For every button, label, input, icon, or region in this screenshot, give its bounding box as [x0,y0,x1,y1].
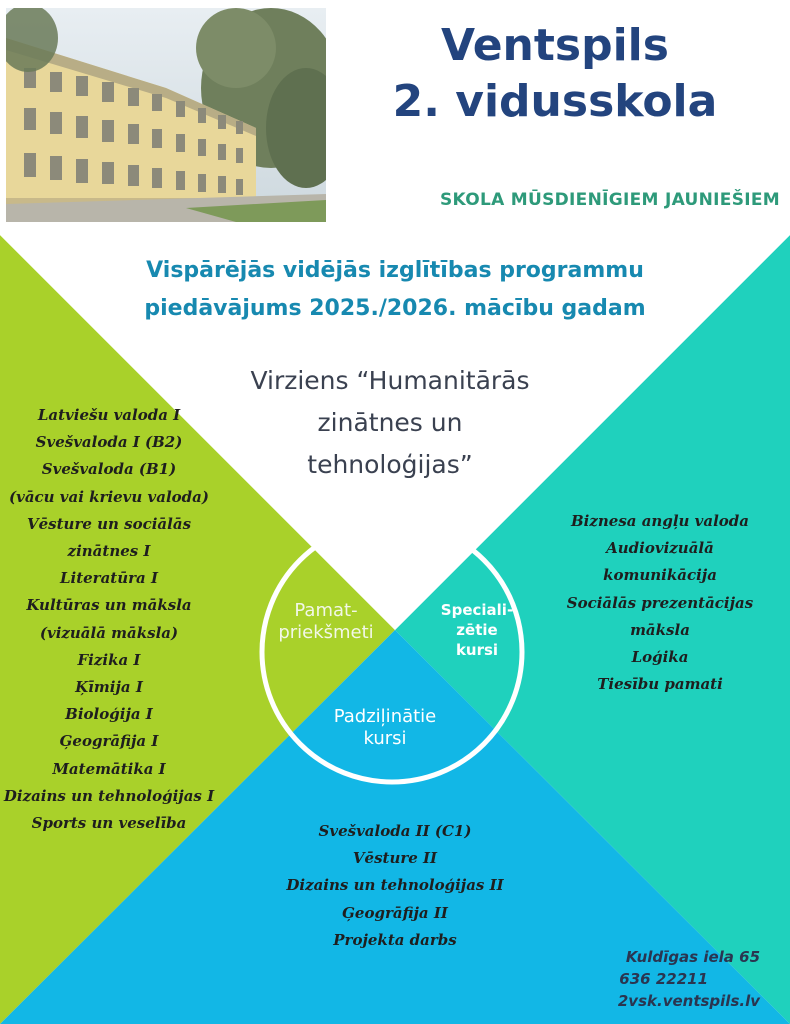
list-item: (vācu vai krievu valoda) [9,487,209,506]
list-item: Tiesību pamati [597,675,723,694]
school-name [330,18,780,130]
specialized-courses-list [555,508,765,698]
contact-website[interactable]: 2vsk.ventspils.lv [617,992,760,1010]
list-item: Sociālās prezentācijas [566,593,754,612]
list-item: Ģeogrāfija II [342,903,448,922]
direction-line3: tehnoloģijas” [307,450,473,479]
specialized-courses-label-line3: kursi [455,641,499,659]
basic-subjects-label-line1: Pamat- [294,600,358,621]
specialized-courses-label-line2: zētie [456,621,498,639]
advanced-courses-list [260,818,530,954]
list-item: zinātnes I [67,542,151,561]
direction-line1: Virziens “Humanitārās [250,366,530,395]
list-item: Biznesa angļu valoda [570,512,749,530]
list-item: Projekta darbs [333,930,457,949]
list-item: māksla [630,620,690,639]
specialized-courses-label [424,600,530,660]
school-name-line1: Ventspils [441,20,669,71]
list-item: Svešvaloda (B1) [41,460,177,479]
advanced-courses-label-line2: kursi [363,728,407,749]
program-heading-line1: Vispārējās vidējās izglītības programmu [146,258,644,283]
contact-info [560,946,760,1012]
school-building-photo [6,8,326,222]
list-item: Fizika I [77,650,141,669]
program-heading-line2: piedāvājums 2025./2026. mācību gadam [144,296,646,321]
basic-subjects-label [256,600,396,644]
list-item: Audiovizuālā [606,539,714,558]
list-item: Ķīmija I [75,678,143,697]
list-item: Kultūras un māksla [26,596,192,615]
school-name-line2: 2. vidusskola [392,76,718,127]
list-item: Svešvaloda II (C1) [318,822,472,840]
slogan: SKOLA MŪSDIENĪGIEM JAUNIEŠIEM [439,190,780,210]
list-item: Vēsture un sociālās [26,514,192,533]
list-item: Vēsture II [352,849,438,868]
advanced-courses-label [310,706,460,750]
basic-subjects-list [2,402,216,837]
list-item: Sports un veselība [31,814,187,833]
contact-address: Kuldīgas iela 65 [625,948,760,966]
list-item: Bioloģija I [65,705,153,724]
contact-phone: 636 22211 [619,970,708,988]
list-item: Matemātika I [52,759,166,778]
direction-title [200,360,580,486]
direction-line2: zinātnes un [317,408,463,437]
list-item: Literatūra I [59,569,159,588]
basic-subjects-label-line2: priekšmeti [278,622,374,643]
list-item: Ģeogrāfija I [59,732,159,751]
advanced-courses-label-line1: Padziļinātie [333,706,437,727]
list-item: Loģika [631,648,689,667]
program-heading [70,252,720,328]
specialized-courses-label-line1: Speciali- [440,601,514,619]
list-item: Dizains un tehnoloģijas I [3,786,215,805]
list-item: Svešvaloda I (B2) [35,433,183,452]
list-item: (vizuālā māksla) [39,623,179,642]
list-item: Latviešu valoda I [37,406,181,424]
list-item: komunikācija [603,566,717,585]
list-item: Dizains un tehnoloģijas II [286,876,504,895]
